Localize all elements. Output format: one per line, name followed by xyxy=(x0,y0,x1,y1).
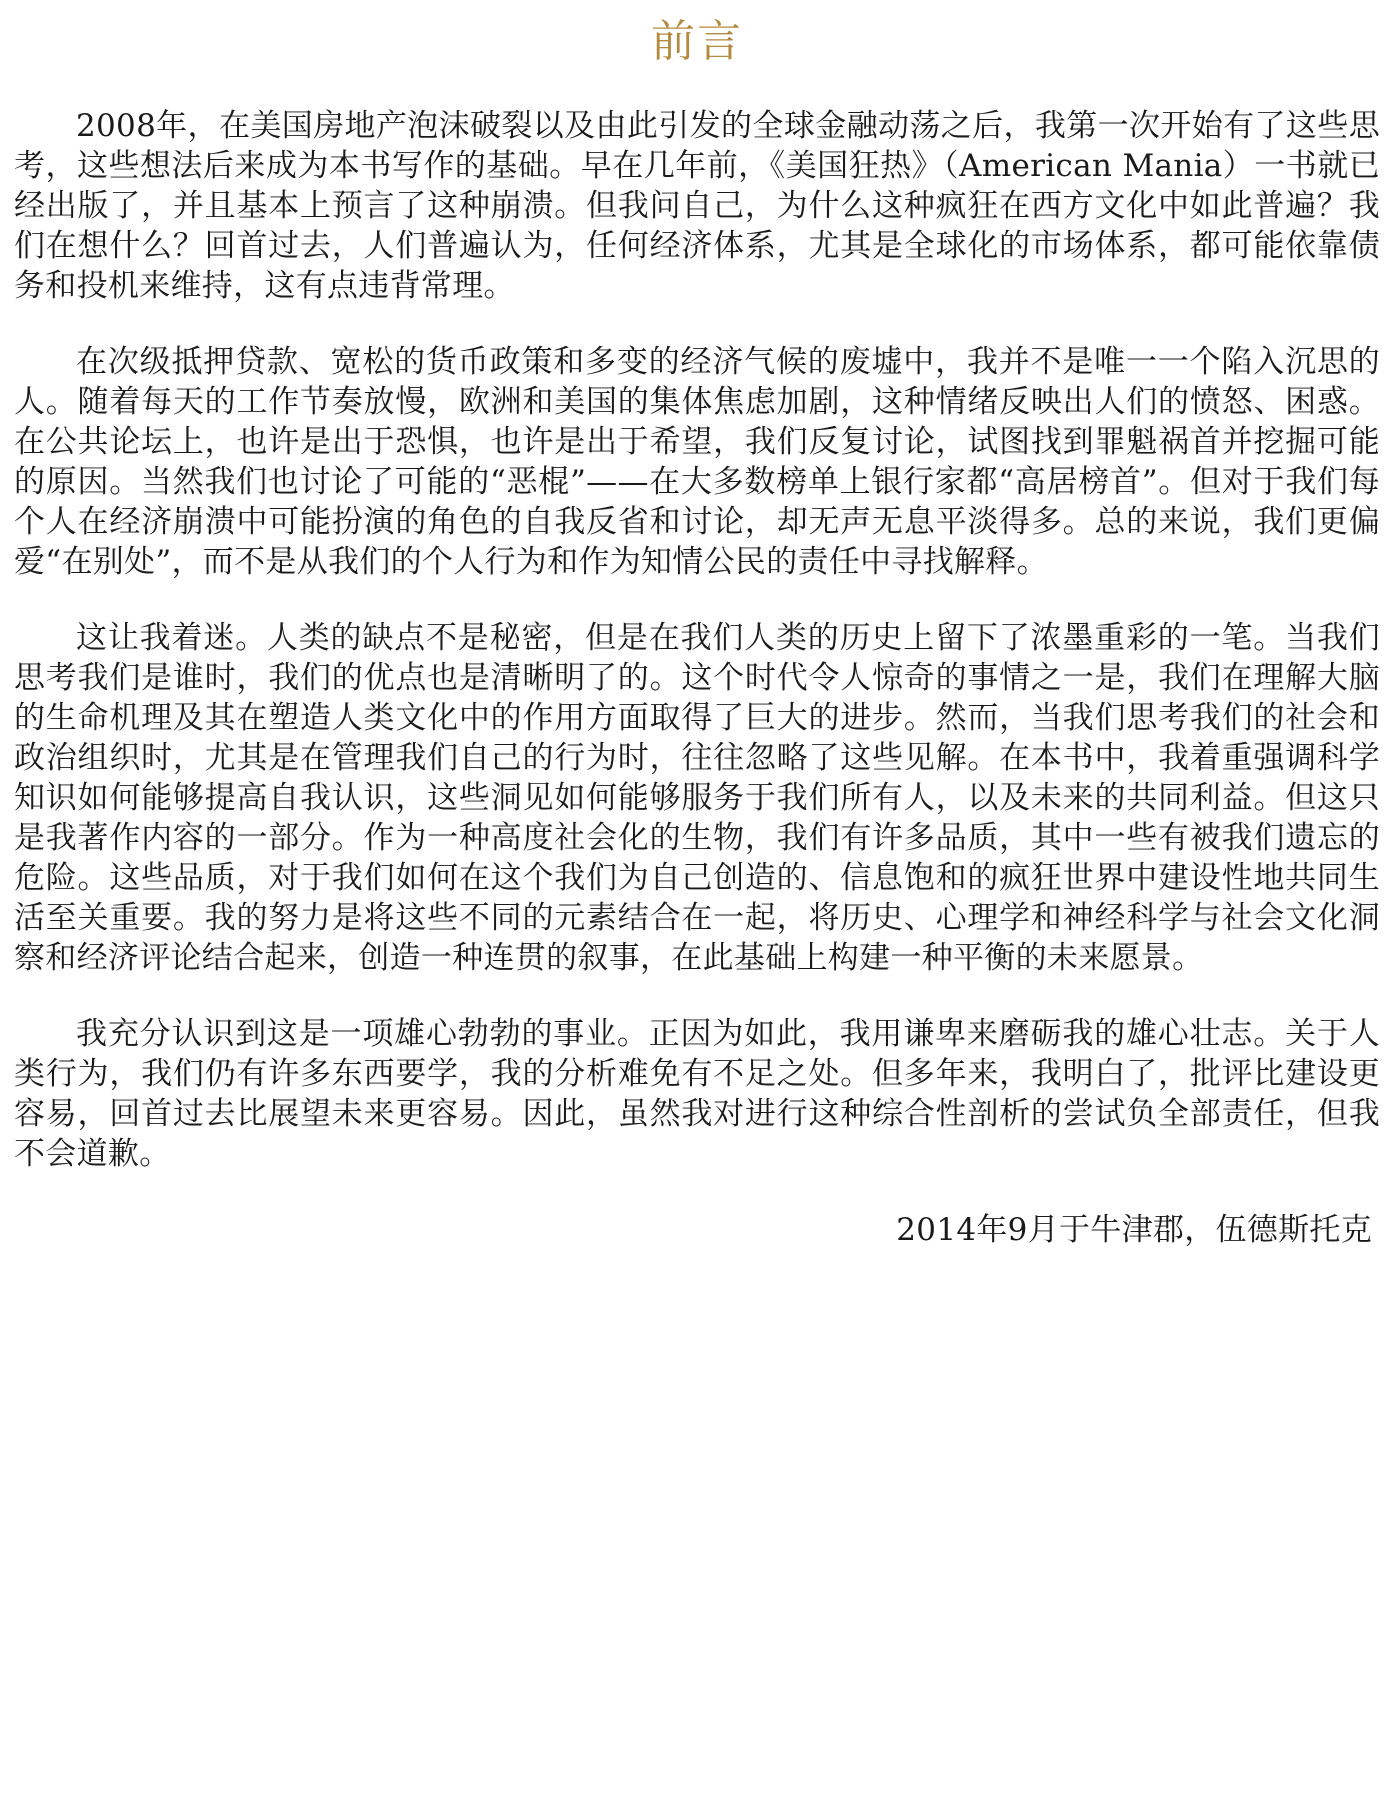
document-page xyxy=(14,0,1380,1800)
page-title: 前言 xyxy=(651,16,743,67)
paragraph-1: 2008年，在美国房地产泡沫破裂以及由此引发的全球金融动荡之后，我第一次开始有了这些思考，这些想法后来成为本书写作的基础。早在几年前，《美国狂热》（American Mania）一书就已经出版了，并且基本上预言了这种崩溃。但我问自己，为什么这种疯狂在西方文化中如此普遍？我们在想什么？回首过去，人们普遍认为，任何经济体系，尤其是全球化的市场体系，都可能依靠债务和投机来维持，这有点违背常理。 xyxy=(14,108,1380,304)
preface-body xyxy=(14,106,1380,1174)
paragraph-2: 在次级抵押贷款、宽松的货币政策和多变的经济气候的废墟中，我并不是唯一一个陷入沉思的人。随着每天的工作节奏放慢，欧洲和美国的集体焦虑加剧，这种情绪反映出人们的愤怒、困惑。在公共论坛上，也许是出于恐惧，也许是出于希望，我们反复讨论，试图找到罪魁祸首并挖掘可能的原因。当然我们也讨论了可能的“恶棍”——在大多数榜单上银行家都“高居榜首”。但对于我们每个人在经济崩溃中可能扮演的角色的自我反省和讨论，却无声无息平淡得多。总的来说，我们更偏爱“在别处”，而不是从我们的个人行为和作为知情公民的责任中寻找解释。 xyxy=(14,344,1380,580)
paragraph-4: 我充分认识到这是一项雄心勃勃的事业。正因为如此，我用谦卑来磨砺我的雄心壮志。关于人类行为，我们仍有许多东西要学，我的分析难免有不足之处。但多年来，我明白了，批评比建设更容易，回首过去比展望未来更容易。因此，虽然我对进行这种综合性剖析的尝试负全部责任，但我不会道歉。 xyxy=(14,1016,1380,1172)
paragraph-3: 这让我着迷。人类的缺点不是秘密，但是在我们人类的历史上留下了浓墨重彩的一笔。当我们思考我们是谁时，我们的优点也是清晰明了的。这个时代令人惊奇的事情之一是，我们在理解大脑的生命机理及其在塑造人类文化中的作用方面取得了巨大的进步。然而，当我们思考我们的社会和政治组织时，尤其是在管理我们自己的行为时，往往忽略了这些见解。在本书中，我着重强调科学知识如何能够提高自我认识，这些洞见如何能够服务于我们所有人，以及未来的共同利益。但这只是我著作内容的一部分。作为一种高度社会化的生物，我们有许多品质，其中一些有被我们遗忘的危险。这些品质，对于我们如何在这个我们为自己创造的、信息饱和的疯狂世界中建设性地共同生活至关重要。我的努力是将这些不同的元素结合在一起，将历史、心理学和神经科学与社会文化洞察和经济评论结合起来，创造一种连贯的叙事，在此基础上构建一种平衡的未来愿景。 xyxy=(14,620,1380,976)
signature-line: 2014年9月于牛津郡，伍德斯托克 xyxy=(896,1212,1372,1248)
